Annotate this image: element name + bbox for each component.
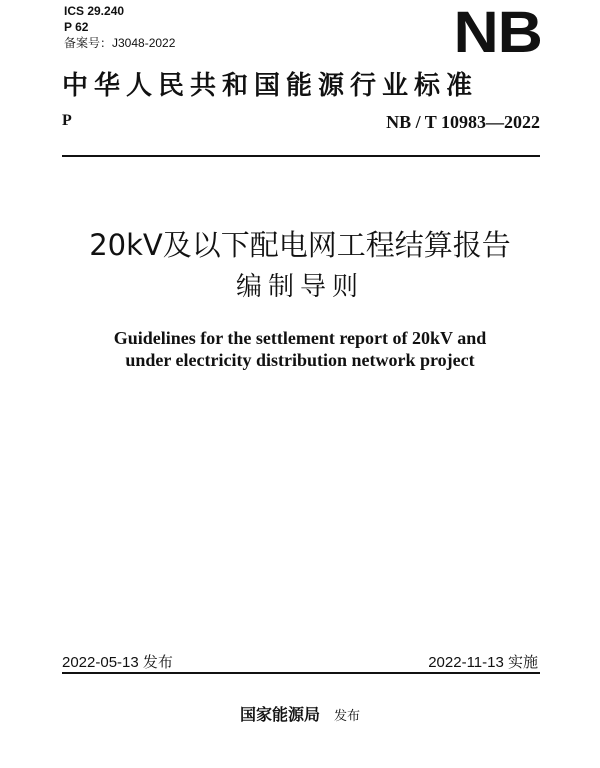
footer-divider xyxy=(62,672,540,674)
ics-code: ICS 29.240 xyxy=(64,4,125,18)
chinese-title-line-2: 编制导则 xyxy=(235,272,364,302)
issuer-name: 国家能源局 xyxy=(239,705,320,724)
issuer-action: 发布 xyxy=(334,709,361,724)
category-letter: P xyxy=(62,112,72,129)
record-number: 备案号：J3048-2022 xyxy=(64,36,176,50)
classification-code: P 62 xyxy=(64,20,89,34)
issue-date: 2022-05-13 发布 xyxy=(62,654,173,671)
issuer-line xyxy=(0,702,600,725)
header-divider xyxy=(62,155,540,157)
nb-logo: NB xyxy=(453,0,542,65)
english-title-line-1: Guidelines for the settlement report of 20kV and xyxy=(113,328,487,348)
english-title-line-2: under electricity distribution network project xyxy=(125,350,475,370)
chinese-title-line-1: 20kV及以下配电网工程结算报告 xyxy=(89,228,511,262)
standard-number: NB / T 10983—2022 xyxy=(386,112,540,132)
implementation-date: 2022-11-13 实施 xyxy=(428,654,538,671)
standard-type-title: 中华人民共和国能源行业标准 xyxy=(62,71,479,101)
